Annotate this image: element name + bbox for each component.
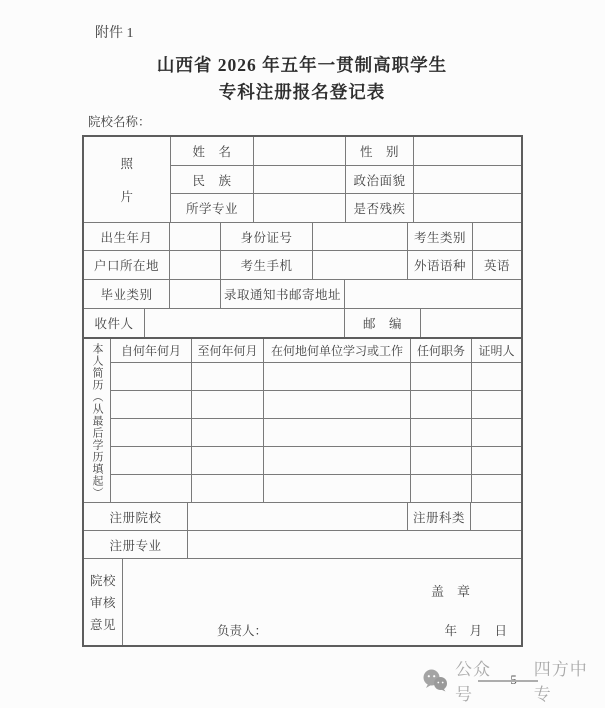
household-location-label: 户口所在地	[93, 259, 159, 273]
resume-header-row	[111, 339, 521, 362]
political-status-label: 政治面貌	[345, 166, 413, 193]
form-title-line1: 山西省 2026 年五年一贯制高职学生	[156, 55, 448, 75]
registered-institution-label: 注册院校	[109, 510, 162, 525]
postal-code-label: 邮 编	[344, 309, 420, 337]
seal-label: 盖 章	[431, 584, 471, 599]
id-number-label: 身份证号	[220, 223, 312, 250]
foreign-language-value: 英语	[472, 251, 521, 279]
review-side-label: 院校 审核 意见	[89, 574, 116, 632]
watermark-account-label: 公众号	[455, 660, 491, 704]
registration-form-table	[82, 135, 523, 647]
graduation-type-label: 毕业类别	[100, 288, 153, 302]
resume-section	[84, 337, 521, 502]
resume-empty-row	[111, 446, 521, 474]
resume-col-place: 在何地何单位学习或工作	[263, 339, 410, 362]
watermark-strike-line	[478, 680, 538, 682]
attachment-label: 附件 1	[95, 26, 134, 41]
candidate-type-value	[472, 223, 521, 250]
photo-label-top: 照	[120, 157, 134, 172]
postal-code-value	[420, 309, 521, 337]
resume-empty-row	[111, 362, 521, 390]
household-location-value	[169, 251, 220, 279]
registered-category-value	[470, 503, 521, 530]
registered-category-label: 注册科类	[407, 503, 470, 530]
candidate-phone-value	[312, 251, 407, 279]
id-number-value	[312, 223, 407, 250]
review-date-label: 年 月 日	[444, 624, 507, 638]
photo-label-bottom: 片	[120, 189, 134, 204]
registered-institution-row	[84, 502, 521, 530]
disability-value	[413, 194, 521, 222]
name-label: 姓 名	[192, 145, 232, 159]
candidate-phone-label: 考生手机	[220, 251, 312, 279]
resume-empty-row	[111, 390, 521, 418]
watermark-account-name: 四方中专	[533, 660, 588, 704]
studied-major-value	[253, 194, 345, 222]
birth-date-label: 出生年月	[100, 230, 153, 245]
resume-empty-row	[111, 474, 521, 502]
resume-col-to: 至何年何月	[191, 339, 263, 362]
gender-label: 性 别	[345, 137, 413, 165]
resume-col-reference: 证明人	[471, 339, 521, 362]
graduation-type-value	[169, 280, 220, 308]
form-title-line2: 专科注册报名登记表	[218, 82, 386, 102]
registered-major-label: 注册专业	[109, 538, 162, 553]
wechat-icon	[422, 669, 449, 692]
responsible-person-label: 负责人：	[217, 624, 268, 638]
resume-col-from: 自何年何月	[120, 344, 181, 358]
school-name-label: 院校名称：	[88, 115, 151, 129]
footer-watermark	[422, 660, 605, 704]
ethnicity-label: 民 族	[192, 173, 232, 188]
name-value	[253, 137, 345, 165]
registered-major-value	[187, 531, 521, 558]
birth-date-value	[169, 223, 220, 250]
disability-label: 是否残疾	[345, 194, 413, 222]
form-title	[82, 52, 522, 106]
studied-major-label: 所学专业	[185, 202, 238, 216]
mailing-address-label: 录取通知书邮寄地址	[220, 280, 344, 308]
recipient-label: 收件人	[94, 317, 134, 331]
resume-col-position: 任何职务	[410, 339, 471, 362]
gender-value	[413, 137, 521, 165]
recipient-value	[144, 309, 344, 337]
mailing-address-value	[344, 280, 521, 308]
resume-empty-row	[111, 418, 521, 446]
resume-side-label: 本人简历（从最后学历填起）	[91, 342, 103, 499]
registered-major-row	[84, 530, 521, 558]
photo-cell	[84, 137, 170, 222]
review-section	[84, 558, 521, 645]
foreign-language-label: 外语语种	[407, 251, 472, 279]
ethnicity-value	[253, 166, 345, 193]
review-content-cell	[122, 559, 521, 645]
candidate-type-label: 考生类别	[407, 223, 472, 250]
registered-institution-value	[187, 503, 407, 530]
political-status-value	[413, 166, 521, 193]
basic-info-section	[84, 137, 521, 337]
